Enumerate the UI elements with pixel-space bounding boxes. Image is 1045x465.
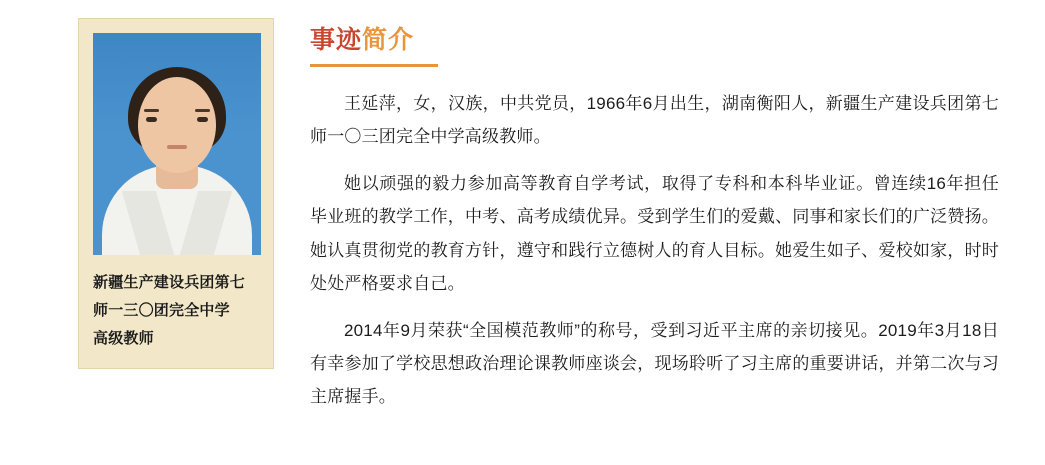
portrait-eye-right	[197, 117, 208, 122]
section-title-secondary: 简介	[362, 26, 415, 54]
portrait-eyebrow-left	[144, 109, 159, 112]
profile-caption-line: 师一三〇团完全中学	[93, 301, 230, 319]
article-paragraph: 她以顽强的毅力参加高等教育自学考试，取得了专科和本科毕业证。曾连续16年担任毕业班的教学工作，中考、高考成绩优异。受到学生们的爱戴、同事和家长们的广泛赞扬。她认真贯彻党的教育方针，遵守和践行立德树人的育人目标。她爱生如子、爱校如家，时时处处严格要求自己。	[310, 174, 999, 293]
portrait-eye-left	[146, 117, 157, 122]
article-paragraph: 王延萍，女，汉族，中共党员，1966年6月出生，湖南衡阳人，新疆生产建设兵团第七师一〇三团完全中学高级教师。	[310, 94, 999, 147]
content-column	[310, 0, 1045, 465]
portrait-mouth	[167, 145, 187, 149]
section-title-underline	[310, 64, 438, 67]
profile-caption	[93, 269, 259, 352]
portrait-eyebrow-right	[195, 109, 210, 112]
portrait-photo	[93, 33, 261, 255]
profile-caption-line: 高级教师	[93, 329, 154, 347]
profile-caption-line: 新疆生产建设兵团第七	[93, 274, 246, 291]
profile-column	[0, 0, 310, 465]
profile-card	[78, 18, 274, 369]
article-paragraph: 2014年9月荣获“全国模范教师”的称号，受到习近平主席的亲切接见。2019年3月18日有幸参加了学校思想政治理论课教师座谈会，现场聆听了习主席的重要讲话，并第二次与习主席握手。	[310, 320, 999, 407]
portrait-face-shape	[141, 87, 213, 139]
section-heading	[310, 20, 999, 62]
article-body	[310, 87, 999, 413]
section-title-primary: 事迹	[310, 26, 363, 54]
